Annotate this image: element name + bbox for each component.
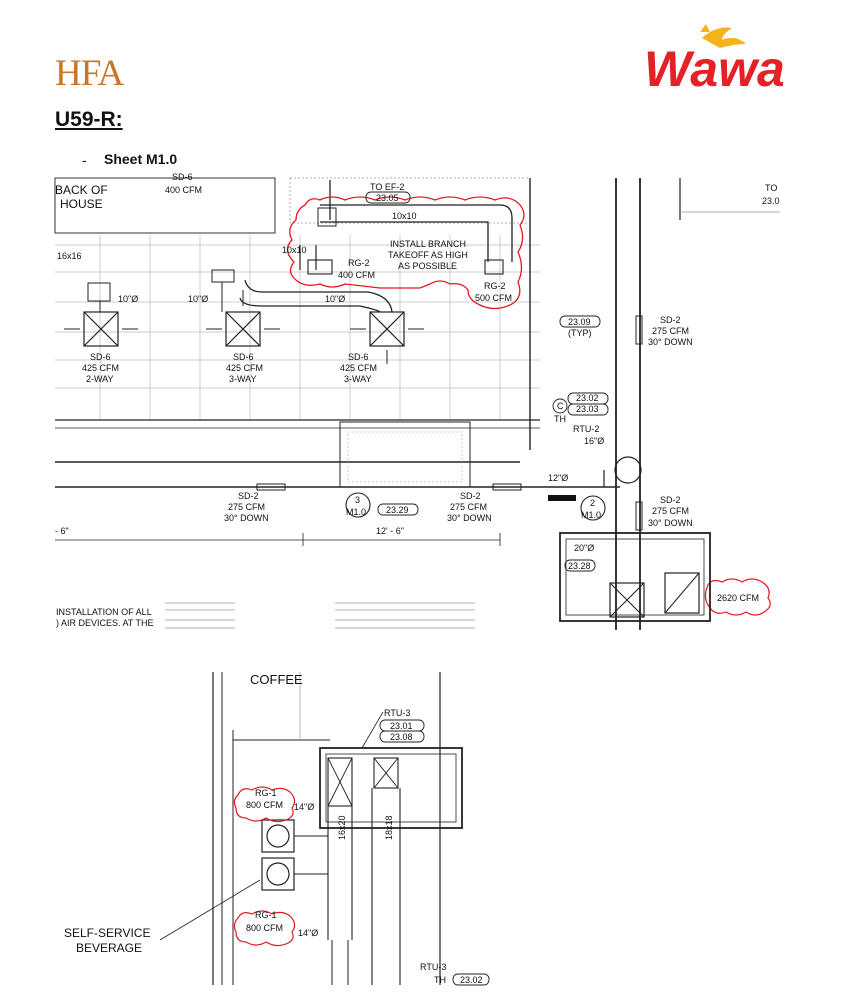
diffuser-sd6-b [226,312,260,346]
dia-20: 20"Ø [574,543,595,553]
rg2-left-cfm: 400 CFM [338,270,376,280]
sd6-a-way: 2-WAY [86,374,114,384]
sd6-top-cfm: 400 CFM [165,185,203,195]
sd2-right-bottom-label: SD-2 [660,495,681,505]
diffuser-sd6-a [84,312,118,346]
detail-3-sheet: M1.0 [346,507,367,517]
rg2-right-cfm: 500 CFM [475,293,513,303]
typ-label: (TYP) [568,328,592,338]
sd6-c-way: 3-WAY [344,374,372,384]
sheet-label: Sheet M1.0 [104,151,178,167]
self-service-line2: BEVERAGE [76,941,143,955]
bullet-dash: - [82,152,87,168]
tag-2329: 23.29 [386,505,409,515]
install-all-line2: ) AIR DEVICES. AT THE [56,618,154,628]
sd6-a-cfm: 425 CFM [82,363,120,373]
detail-3-number: 3 [355,495,361,505]
dia-10-c: 10"Ø [325,294,346,304]
coffee-label: COFFEE [250,672,303,687]
rtu3-bottom-th: TH [434,975,446,985]
rtu3-label: RTU-3 [384,708,411,718]
page-title: U59-R: [55,108,123,131]
duct-16x16: 16x16 [57,251,82,261]
detail-2-sheet: M1.0 [581,510,602,520]
duct-10x10-a: 10x10 [392,211,417,221]
rtu3-tag-2301: 23.01 [390,721,413,731]
tag-2302: 23.02 [576,393,599,403]
rtu3-tag-2308: 23.08 [390,732,413,742]
top-right-tag: 23.0 [762,196,780,206]
sd6-top-label: SD-6 [172,172,193,182]
back-of-house-line1: BACK OF [55,183,108,197]
sd2-left-label: SD-2 [238,491,259,501]
rg1-bottom-label: RG-1 [255,910,277,920]
rg1-bottom-cfm: 800 CFM [246,923,284,933]
c-mark: C [557,401,564,411]
top-plan-labels [55,172,780,628]
wawa-logo-text: Wawa [644,41,785,95]
rtu3-bottom-tag: 23.02 [460,975,483,985]
back-of-house-line2: HOUSE [60,197,103,211]
rg1-top-cfm: 800 CFM [246,800,284,810]
sd6-b-way: 3-WAY [229,374,257,384]
top-right-to: TO [765,183,778,193]
install-all-line1: INSTALLATION OF ALL [56,607,152,617]
rtu2-dia: 16"Ø [584,436,605,446]
to-ef2-label: TO EF-2 [370,182,405,192]
sd2-mid-cfm: 275 CFM [450,502,488,512]
detail-2-number: 2 [590,498,596,508]
tag-2303: 23.03 [576,404,599,414]
sd6-b-cfm: 425 CFM [226,363,264,373]
cfm-2620: 2620 CFM [717,593,760,603]
th-mark: TH [554,414,566,424]
rtu2-label: RTU-2 [573,424,600,434]
bottom-plan [160,672,489,985]
rg2-right-label: RG-2 [484,281,506,291]
sd2-right-bottom-cfm: 275 CFM [652,506,690,516]
dim-left: - 6" [55,526,69,536]
dia-10-b: 10"Ø [188,294,209,304]
sd2-mid-angle: 30° DOWN [447,513,492,523]
install-note-line3: AS POSSIBLE [398,261,458,271]
sd2-left-cfm: 275 CFM [228,502,266,512]
rg2-left-label: RG-2 [348,258,370,268]
dia-12: 12"Ø [548,473,569,483]
duct-16x20: 16x20 [337,815,347,840]
sd2-right-bottom-angle: 30° DOWN [648,518,693,528]
ceiling-grid [55,235,540,420]
duct-18x18: 18x18 [384,815,394,840]
rtu3-bottom-label: RTU-3 [420,962,447,972]
rg1-top-label: RG-1 [255,788,277,798]
duct-10x10-b: 10x10 [282,245,307,255]
dia-10-a: 10"Ø [118,294,139,304]
dia-14-b: 14"Ø [298,928,319,938]
sd6-a-label: SD-6 [90,352,111,362]
self-service-line1: SELF-SERVICE [64,926,151,940]
dia-14-a: 14"Ø [294,802,315,812]
sd2-left-angle: 30° DOWN [224,513,269,523]
sd2-right-top-angle: 30° DOWN [648,337,693,347]
install-note-line2: TAKEOFF AS HIGH [388,250,468,260]
to-ef2-tag: 23.05 [376,193,399,203]
sd2-right-top-label: SD-2 [660,315,681,325]
hfa-logo: HFA [55,53,124,94]
sd2-mid-label: SD-2 [460,491,481,501]
install-note-line1: INSTALL BRANCH [390,239,467,249]
tag-2328: 23.28 [568,561,591,571]
dim-mid: 12' - 6" [376,526,404,536]
diffuser-sd6-c [370,312,404,346]
sd6-c-cfm: 425 CFM [340,363,378,373]
sd2-right-top-cfm: 275 CFM [652,326,690,336]
tag-2309: 23.09 [568,317,591,327]
sd6-b-label: SD-6 [233,352,254,362]
sd6-c-label: SD-6 [348,352,369,362]
